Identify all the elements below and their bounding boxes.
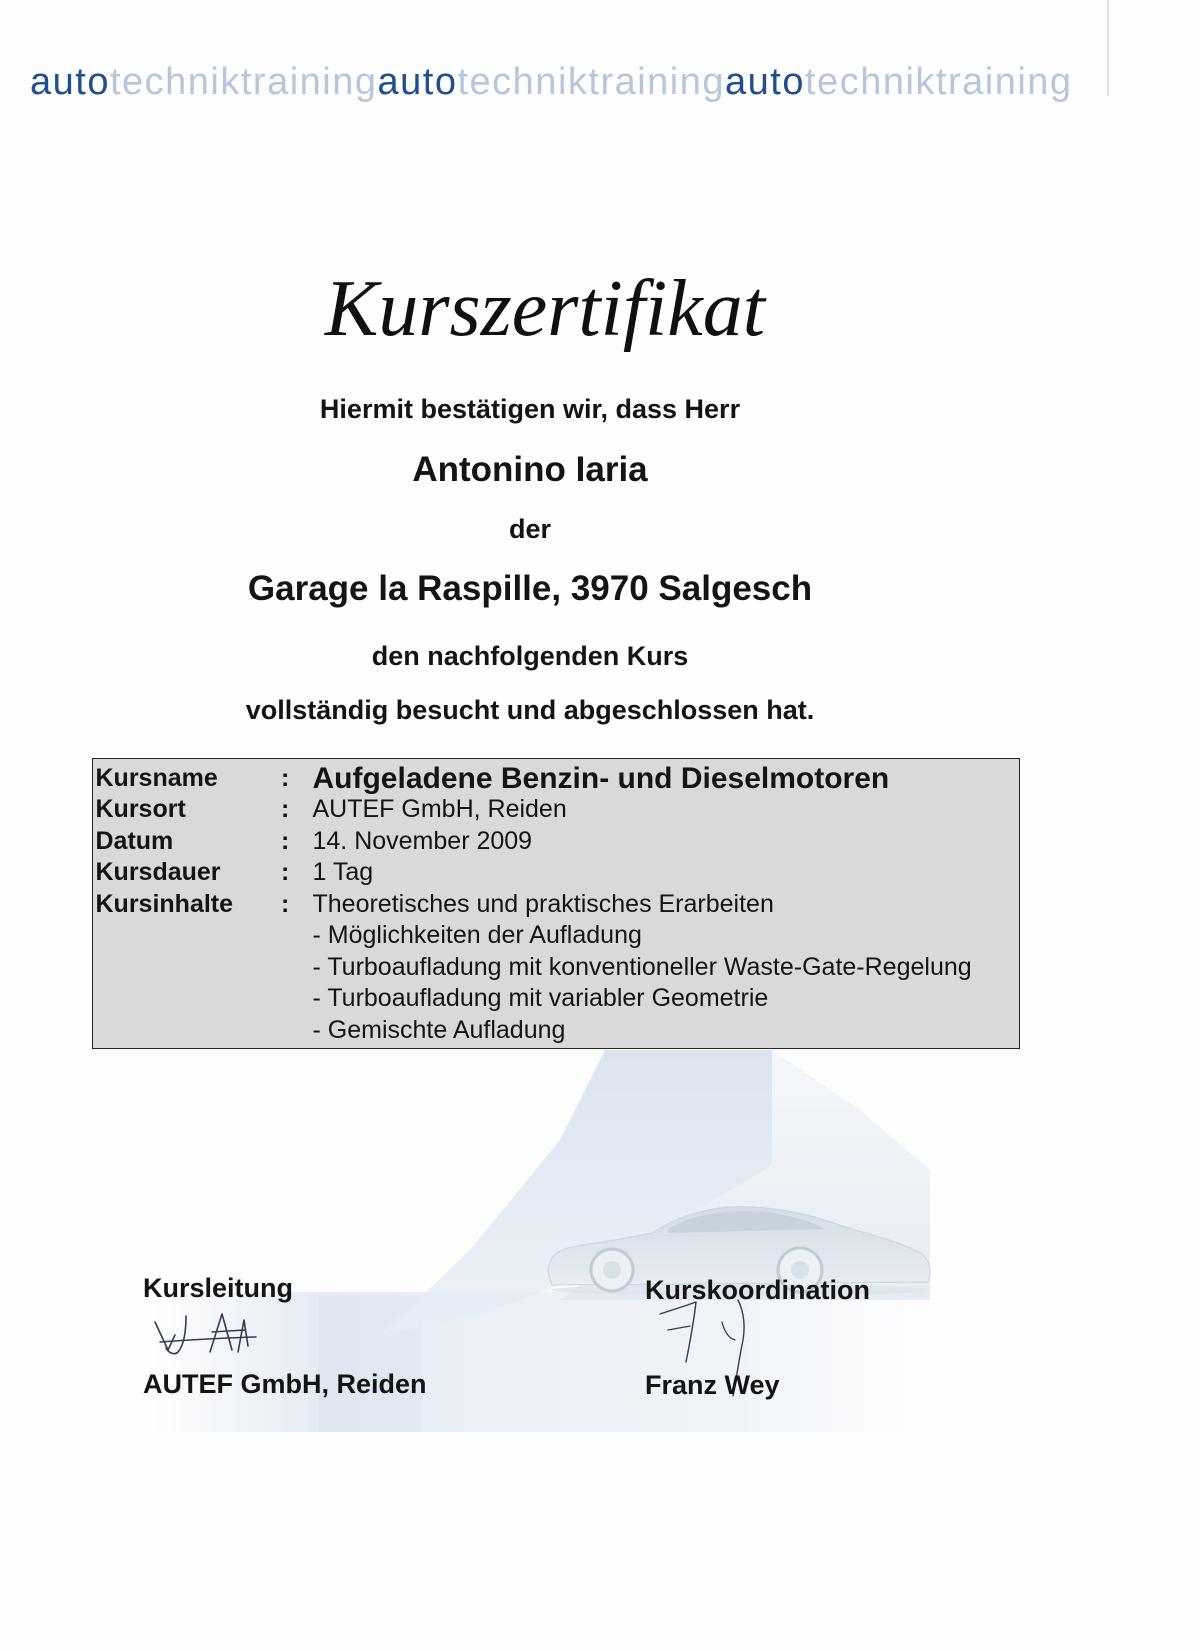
signature-role-left: Kursleitung [143, 1273, 294, 1303]
course-details-box [92, 758, 1020, 1049]
detail-label: Kursort [95, 795, 186, 823]
detail-label: Kursdauer [95, 858, 221, 886]
course-duration-value: 1 Tag [312, 858, 374, 886]
course-line: den nachfolgenden Kurs [371, 641, 689, 671]
content-item [93, 920, 1019, 952]
detail-separator: : [281, 795, 290, 823]
course-content-value: Theoretisches und praktisches Erarbeiten [312, 889, 774, 918]
detail-separator: : [281, 889, 290, 918]
detail-row-kursdauer [93, 857, 1019, 889]
banner-word-auto: auto [725, 61, 805, 103]
signature-role-right: Kurskoordination [645, 1275, 871, 1305]
course-date-value: 14. November 2009 [312, 826, 533, 855]
detail-row-kursname [93, 763, 1019, 795]
participant-name: Antonino Iaria [412, 450, 648, 489]
detail-separator: : [281, 858, 290, 886]
certificate-title: Kurszertifikat [324, 265, 766, 353]
content-item-text: - Turboaufladung mit konventioneller Waste-Gate-Regelung [312, 952, 972, 981]
banner-word-techniktraining: techniktraining [457, 61, 726, 103]
brand-banner [30, 62, 1073, 102]
signature-name-left: AUTEF GmbH, Reiden [143, 1369, 427, 1399]
content-item-text: - Möglichkeiten der Aufladung [312, 921, 642, 949]
banner-word-auto: auto [377, 61, 458, 103]
detail-label: Kursname [95, 763, 218, 792]
signature-name-right: Franz Wey [645, 1370, 780, 1400]
intro-line: Hiermit bestätigen wir, dass Herr [319, 394, 741, 424]
content-item [93, 983, 1019, 1015]
detail-separator: : [281, 826, 290, 855]
detail-row-kursinhalte [93, 889, 1019, 921]
course-location-value: AUTEF GmbH, Reiden [312, 795, 567, 823]
detail-row-kursort [93, 794, 1019, 826]
detail-row-datum [93, 826, 1019, 858]
banner-word-techniktraining: techniktraining [109, 61, 378, 103]
content-item [93, 1015, 1019, 1047]
detail-separator: : [281, 763, 290, 792]
detail-label: Kursinhalte [95, 889, 234, 918]
course-name-value: Aufgeladene Benzin- und Dieselmotoren [312, 761, 890, 795]
banner-word-auto: auto [30, 61, 110, 103]
company-name: Garage la Raspille, 3970 Salgesch [247, 569, 813, 608]
banner-word-techniktraining: techniktraining [805, 61, 1073, 103]
content-item [93, 952, 1019, 984]
completed-line: vollständig besucht und abgeschlossen hat. [245, 695, 815, 725]
detail-label: Datum [95, 826, 174, 855]
content-item-text: - Turboaufladung mit variabler Geometrie [312, 984, 769, 1012]
connector-line: der [508, 514, 552, 544]
content-item-text: - Gemischte Aufladung [312, 1015, 566, 1044]
